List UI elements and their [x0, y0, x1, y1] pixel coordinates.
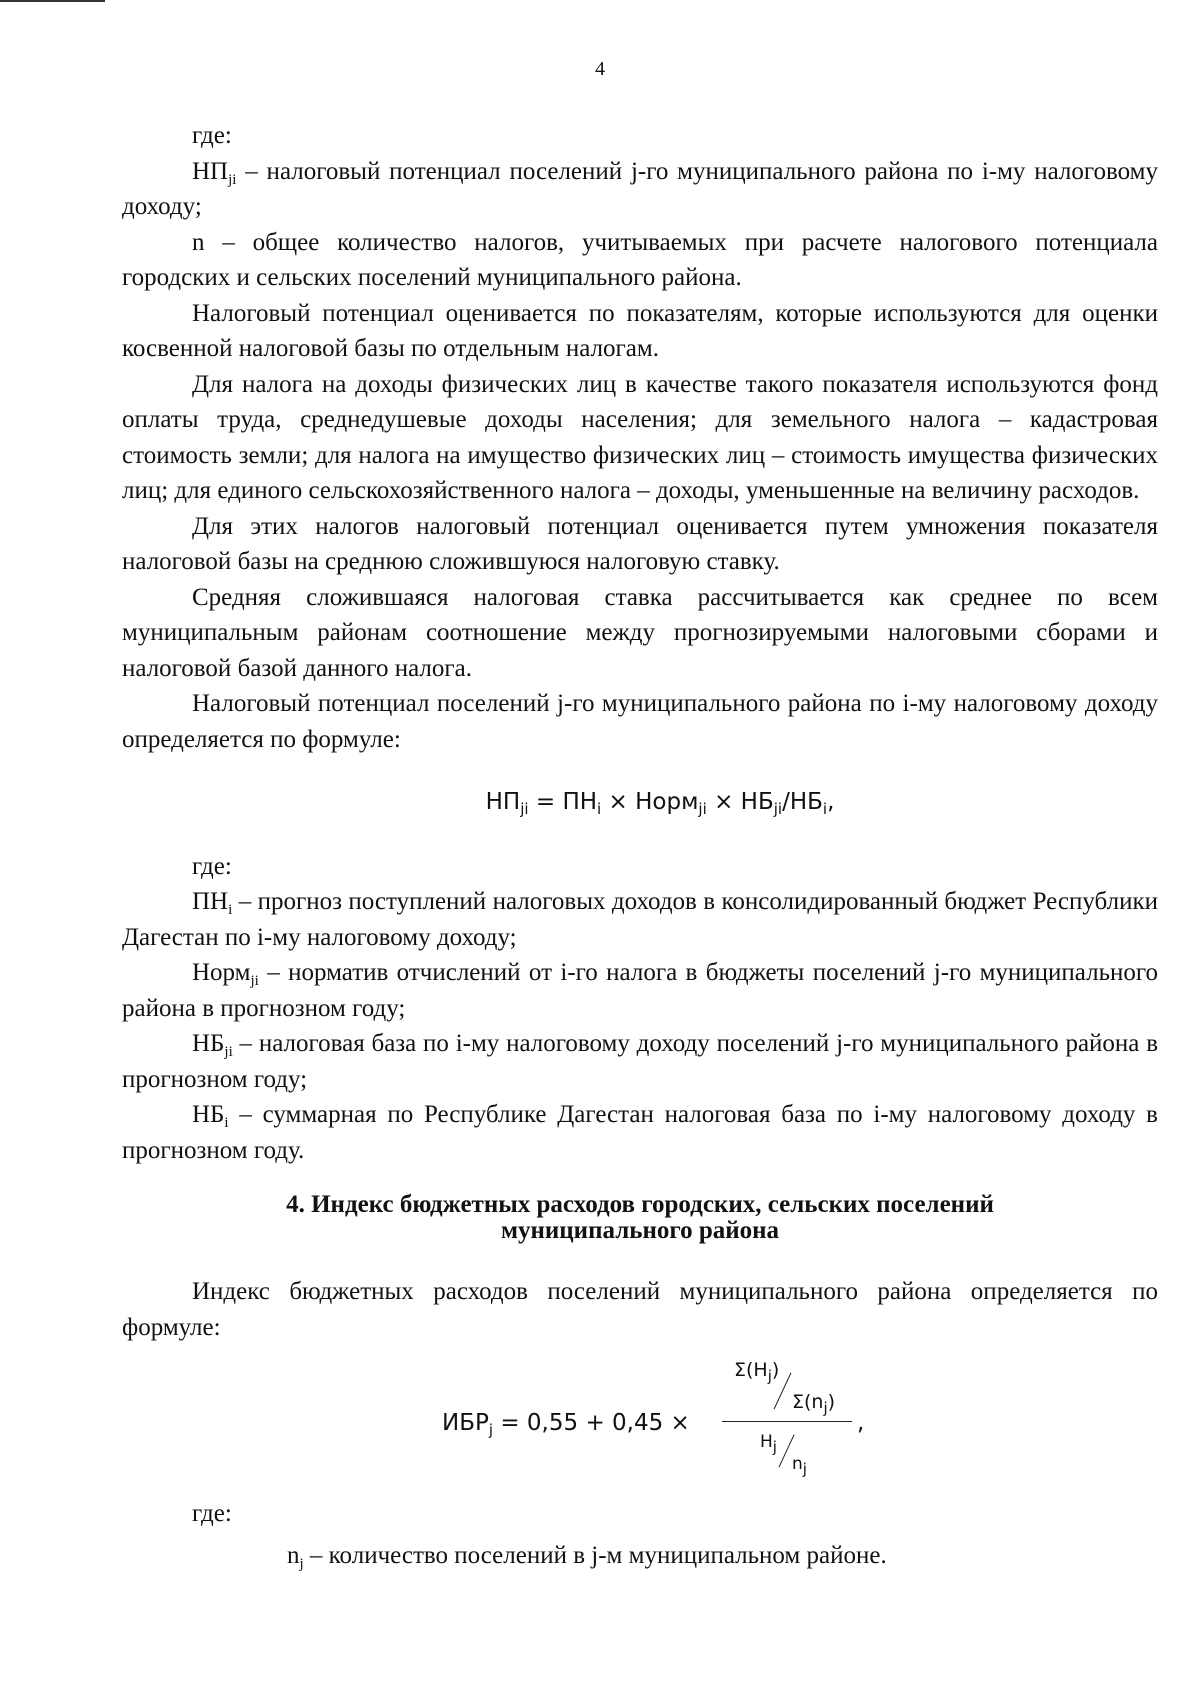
section-heading-line-1: 4. Индекс бюджетных расходов городских, сельских поселений — [286, 1191, 994, 1218]
ibr-intro-paragraph: Индекс бюджетных расходов поселений муниципального района определяется по формуле: — [122, 1278, 1158, 1341]
document-body — [122, 118, 1158, 1573]
where-label: где: — [192, 122, 232, 149]
formula-left-part: $ИБР_j = 0,55 + 0,45$ × — [442, 1410, 690, 1439]
fraction-bar — [722, 1421, 852, 1422]
fraction-denominator-bottom: $n_j$ — [792, 1454, 807, 1478]
scan-corner-mark — [0, 0, 105, 2]
page-number: 4 — [595, 58, 605, 80]
fraction-numerator-bottom: $\Sigma(n_j)$ — [792, 1391, 836, 1417]
nj-definition: $n_j$ – количество поселений в j-м муниципальном районе. — [287, 1541, 887, 1572]
ndfl-paragraph: Для налога на доходы физических лиц в качестве такого показателя используются фонд оплаты труда, среднедушевые доходы населения; для земельного налога – кадастровая стоимость земли; для налога на имущество физических лиц – стоимость имущества физических лиц; для единого сельскохозяйственного налога – доходы, уменьшенные на величину расходов. — [122, 370, 1158, 504]
estimate-paragraph: Налоговый потенциал оценивается по показателям, которые используются для оценки косвенной налоговой базы по отдельным налогам. — [122, 299, 1158, 362]
formula-intro-paragraph: Налоговый потенциал поселений j-го муниципального района по i-му налоговому доходу определяется по формуле: — [122, 690, 1158, 753]
section-heading — [122, 1192, 1158, 1244]
tax-potential-formula: $НП_{ji} = ПН_i$ × Норм$_{ji}$ × $НБ_{ji}/НБ_i$, — [485, 789, 835, 818]
np-definition: $НП_{ji}$ – налоговый потенциал поселений j-го муниципального района по i-му налоговому доходу; — [122, 157, 1158, 220]
norm-definition: Норм$_{ji}$ – норматив отчислений от i-го налога в бюджеты поселений j-го муниципального района в прогнозном году; — [122, 959, 1158, 1022]
budget-expense-index-formula — [122, 1353, 1158, 1478]
where-label: где: — [192, 852, 232, 880]
nbji-definition: $НБ_{ji}$ – налоговая база по i-му налоговому доходу поселений j-го муниципального района в прогнозном году; — [122, 1030, 1158, 1093]
fraction-numerator-top: $\Sigma(H_j)$ — [734, 1359, 780, 1385]
formula-fraction — [722, 1353, 852, 1478]
multiply-paragraph: Для этих налогов налоговый потенциал оценивается путем умножения показателя налоговой базы на среднюю сложившуюся налоговую ставку. — [122, 512, 1158, 575]
formula-comma: , — [857, 1410, 865, 1436]
where-label: где: — [192, 1500, 232, 1527]
section-heading-line-2: муниципального района — [500, 1217, 780, 1244]
fraction-denominator-top: $H_j$ — [760, 1432, 777, 1456]
avg-rate-paragraph: Средняя сложившаяся налоговая ставка рассчитывается как среднее по всем муниципальным районам соотношение между прогнозируемыми налоговыми сборами и налоговой базой данного налога. — [122, 583, 1158, 682]
n-definition: n – общее количество налогов, учитываемых при расчете налогового потенциала городских и сельских поселений муниципального района. — [122, 228, 1158, 291]
nbi-definition: $НБ_i$ – суммарная по Республике Дагестан налоговая база по i-му налоговому доходу в прогнозном году. — [122, 1101, 1158, 1164]
pn-definition: $ПН_i$ – прогноз поступлений налоговых доходов в консолидированный бюджет Республики Дагестан по i-му налоговому доходу; — [122, 888, 1158, 951]
